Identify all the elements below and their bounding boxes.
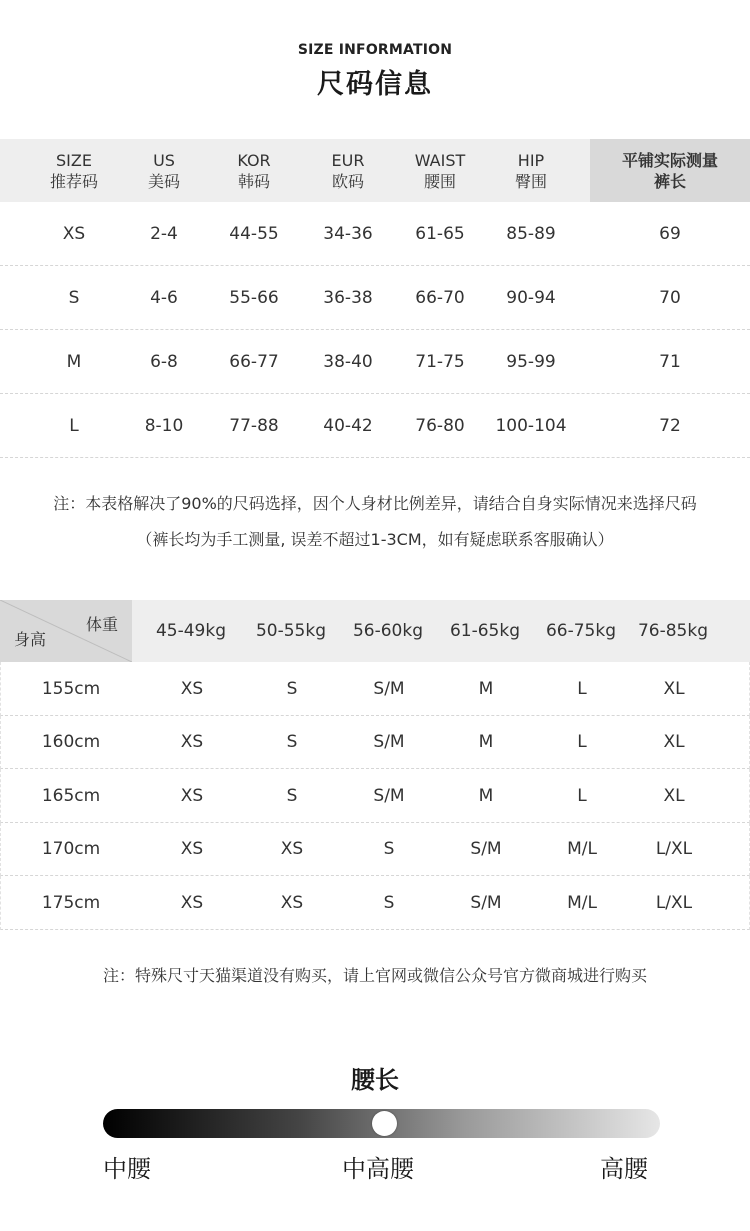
weight-col-header: 76-85kg	[637, 621, 709, 641]
size-cell: S	[286, 785, 298, 806]
cell-eur: 34-36	[323, 224, 373, 244]
weight-col-header: 45-49kg	[155, 621, 227, 641]
cell-hip: 100-104	[495, 416, 567, 436]
cell-length: 71	[659, 352, 681, 372]
table-row	[0, 662, 750, 716]
size-cell: M/L	[567, 839, 597, 859]
size-cell: L	[577, 732, 587, 752]
cell-kor: 44-55	[229, 224, 279, 244]
size-info-title-en: SIZE INFORMATION	[297, 42, 453, 58]
waist-level-indicator	[372, 1111, 397, 1136]
header-us-cn: 美码	[147, 171, 180, 191]
size-cell: XL	[663, 678, 685, 699]
size-cell: XS	[180, 892, 204, 913]
size-table-header	[0, 139, 750, 202]
waist-label-mid-rise: 中腰	[103, 1155, 151, 1183]
cell-kor: 77-88	[229, 416, 279, 436]
table-row	[0, 266, 750, 330]
size-cell: M	[478, 678, 494, 699]
waist-label-mid-high-rise: 中高腰	[342, 1155, 414, 1183]
size-note: 注：本表格解决了90%的尺码选择，因个人身材比例差异，请结合自身实际情况来选择尺码	[53, 494, 697, 513]
cell-us: 2-4	[150, 224, 178, 244]
size-cell: S	[286, 678, 298, 699]
size-cell: L	[577, 785, 587, 806]
header-eur-cn: 欧码	[331, 171, 364, 191]
size-cell: XS	[180, 785, 204, 806]
header-waist	[392, 139, 488, 202]
cell-us: 8-10	[144, 416, 184, 436]
height-cell: 165cm	[41, 785, 101, 806]
size-cell: M	[478, 732, 494, 752]
header-hip	[488, 139, 574, 202]
size-cell: XL	[663, 785, 685, 806]
cell-waist: 76-80	[415, 416, 465, 436]
header-waist-en: WAIST	[414, 150, 466, 170]
size-cell: XS	[280, 839, 304, 859]
cell-length: 72	[659, 416, 681, 436]
table-row	[0, 876, 750, 930]
waist-label-high-rise: 高腰	[600, 1155, 648, 1183]
header-eur-en: EUR	[331, 150, 365, 170]
weight-col-header: 61-65kg	[449, 621, 521, 641]
size-cell: XL	[663, 732, 685, 752]
weight-height-table	[0, 600, 750, 930]
cell-size: L	[69, 416, 79, 436]
table-row	[0, 769, 750, 823]
size-note-measurement: （裤长均为手工测量, 误差不超过1-3CM，如有疑虑联系客服确认）	[136, 530, 614, 549]
cell-hip: 90-94	[506, 288, 556, 308]
header-waist-cn: 腰围	[423, 171, 456, 191]
size-cell: XS	[180, 839, 204, 859]
cell-size: M	[66, 352, 82, 372]
header-length	[590, 139, 750, 202]
cell-kor: 66-77	[229, 352, 279, 372]
corner-weight-label: 体重	[85, 615, 118, 634]
header-size	[24, 139, 124, 202]
header-us-en: US	[153, 150, 175, 170]
cell-waist: 66-70	[415, 288, 465, 308]
table-row	[0, 823, 750, 877]
header-kor-cn: 韩码	[237, 171, 270, 191]
size-cell: S/M	[470, 839, 502, 859]
size-cell: S	[286, 732, 298, 752]
weight-col-header: 50-55kg	[255, 621, 327, 641]
header-eur	[304, 139, 392, 202]
header-us	[124, 139, 204, 202]
size-cell: S/M	[373, 678, 405, 699]
cell-eur: 36-38	[323, 288, 373, 308]
size-cell: S/M	[373, 785, 405, 806]
purchase-note: 注：特殊尺寸天猫渠道没有购买，请上官网或微信公众号官方微商城进行购买	[102, 966, 647, 985]
weight-col-header: 66-75kg	[545, 621, 617, 641]
height-cell: 170cm	[41, 839, 101, 859]
weight-col-header: 56-60kg	[352, 621, 424, 641]
header-hip-en: HIP	[517, 150, 545, 170]
cell-kor: 55-66	[229, 288, 279, 308]
cell-us: 4-6	[150, 288, 178, 308]
size-cell: S/M	[470, 892, 502, 913]
size-cell: L/XL	[655, 839, 693, 859]
cell-hip: 85-89	[506, 224, 556, 244]
size-cell: XS	[280, 892, 304, 913]
header-kor-en: KOR	[237, 150, 271, 170]
header-size-en: SIZE	[56, 150, 92, 170]
cell-waist: 71-75	[415, 352, 465, 372]
weight-table-header	[0, 600, 750, 662]
size-cell: L	[577, 678, 587, 699]
table-row	[0, 394, 750, 458]
header-hip-cn: 臀围	[514, 171, 547, 191]
cell-us: 6-8	[150, 352, 178, 372]
cell-size: XS	[62, 224, 86, 244]
height-cell: 160cm	[41, 732, 101, 752]
size-cell: XS	[180, 678, 204, 699]
size-cell: M	[478, 785, 494, 806]
cell-length: 69	[659, 224, 681, 244]
header-length-note: 平铺实际测量	[621, 150, 718, 170]
cell-eur: 38-40	[323, 352, 373, 372]
size-cell: S	[383, 892, 395, 913]
table-row	[0, 330, 750, 394]
header-size-cn: 推荐码	[49, 171, 98, 191]
header-length-cn: 裤长	[653, 171, 686, 191]
cell-eur: 40-42	[323, 416, 373, 436]
corner-height-label: 身高	[14, 630, 47, 649]
size-cell: XS	[180, 732, 204, 752]
header-kor	[204, 139, 304, 202]
size-cell: S	[383, 839, 395, 859]
corner-cell	[0, 600, 132, 662]
table-row	[0, 202, 750, 266]
height-cell: 155cm	[41, 678, 101, 699]
cell-length: 70	[659, 288, 681, 308]
size-info-title-cn: 尺码信息	[317, 69, 433, 100]
height-cell: 175cm	[41, 892, 101, 913]
size-cell: L/XL	[655, 892, 693, 913]
cell-waist: 61-65	[415, 224, 465, 244]
size-table	[0, 139, 750, 458]
cell-hip: 95-99	[506, 352, 556, 372]
cell-size: S	[68, 288, 80, 308]
size-cell: M/L	[567, 892, 597, 913]
waist-length-title: 腰长	[351, 1066, 399, 1094]
table-row	[0, 716, 750, 770]
size-cell: S/M	[373, 732, 405, 752]
